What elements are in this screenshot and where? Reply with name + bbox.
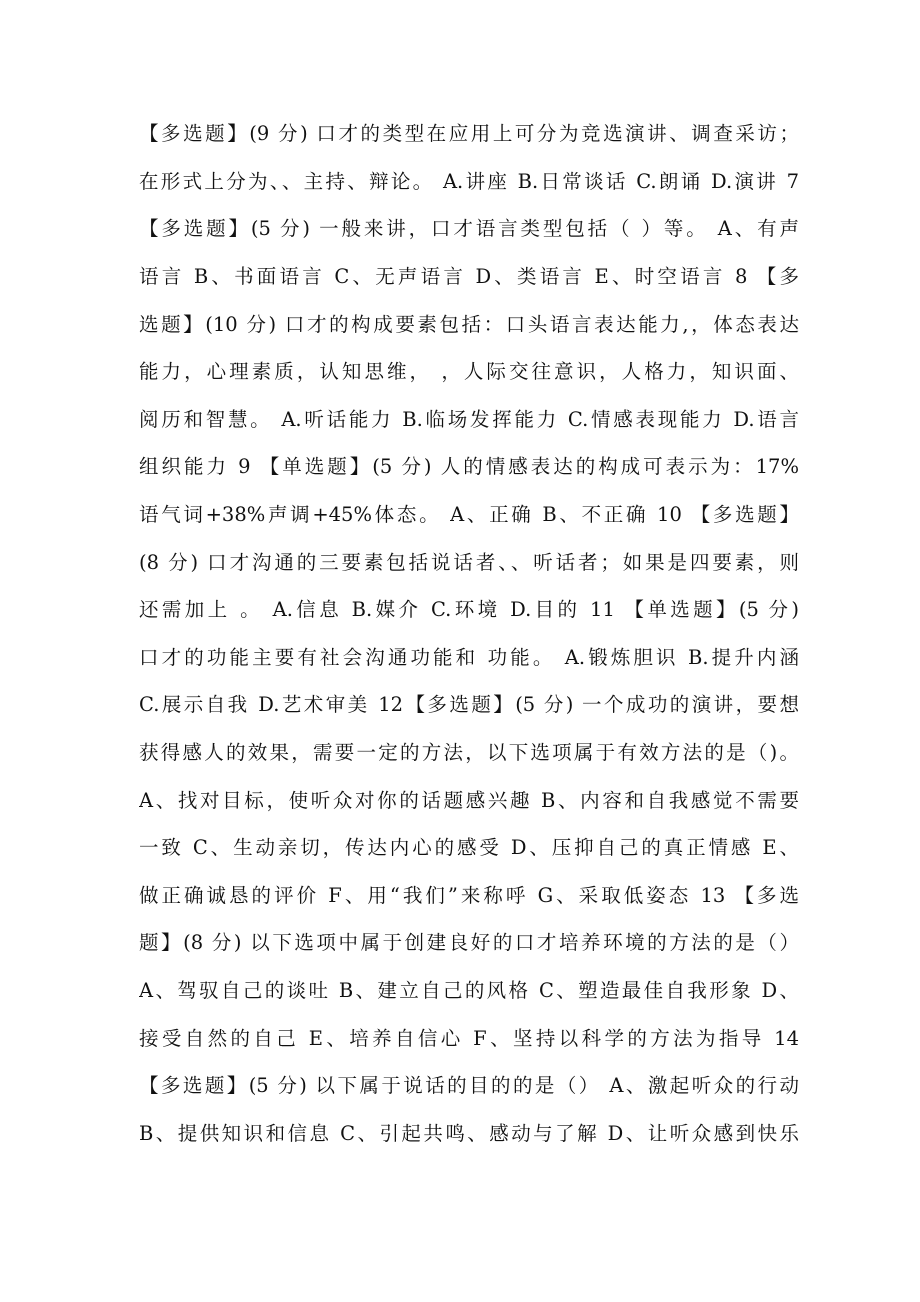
text-line: 能力，心理素质，认知思维， ，人际交往意识，人格力，知识面、 xyxy=(139,360,799,383)
text-line: 口才的功能主要有社会沟通功能和 功能。 A.锻炼胆识 B.提升内涵 xyxy=(139,646,799,669)
text-line: 【多选题】(9 分) 口才的类型在应用上可分为竞选演讲、调查采访； xyxy=(139,122,799,145)
text-line: A、驾驭自己的谈吐 B、建立自己的风格 C、塑造最佳自我形象 D、 xyxy=(139,979,799,1002)
text-line: 还需加上 。 A.信息 B.媒介 C.环境 D.目的 11 【单选题】(5 分) xyxy=(139,598,799,621)
text-line: 阅历和智慧。 A.听话能力 B.临场发挥能力 C.情感表现能力 D.语言 xyxy=(139,408,799,431)
text-line: 题】(8 分) 以下选项中属于创建良好的口才培养环境的方法的是（） xyxy=(139,931,799,954)
text-line: 语言 B、书面语言 C、无声语言 D、类语言 E、时空语言 8 【多 xyxy=(139,265,799,288)
text-line: 【多选题】(5 分) 一般来讲，口才语言类型包括（ ）等。 A、有声 xyxy=(139,217,799,240)
text-line: 选题】(10 分) 口才的构成要素包括：口头语言表达能力,，体态表达 xyxy=(139,313,799,336)
text-line: 组织能力 9 【单选题】(5 分) 人的情感表达的构成可表示为：17% xyxy=(139,455,799,478)
text-line: (8 分) 口才沟通的三要素包括说话者、、听话者；如果是四要素，则 xyxy=(139,551,799,574)
text-line: 做正确诚恳的评价 F、用“我们”来称呼 G、采取低姿态 13 【多选 xyxy=(139,884,799,907)
text-line: C.展示自我 D.艺术审美 12【多选题】(5 分) 一个成功的演讲，要想 xyxy=(139,693,799,716)
text-line: B、提供知识和信息 C、引起共鸣、感动与了解 D、让听众感到快乐 xyxy=(139,1122,799,1145)
text-line: 语气词+38%声调+45%体态。 A、正确 B、不正确 10 【多选题】 xyxy=(139,503,799,526)
text-line: 在形式上分为、、主持、辩论。 A.讲座 B.日常谈话 C.朗诵 D.演讲 7 xyxy=(139,170,799,193)
text-line: A、找对目标，使听众对你的话题感兴趣 B、内容和自我感觉不需要 xyxy=(139,789,799,812)
text-line: 【多选题】(5 分) 以下属于说话的目的的是（） A、激起听众的行动 xyxy=(139,1074,799,1097)
text-line: 一致 C、生动亲切，传达内心的感受 D、压抑自己的真正情感 E、 xyxy=(139,836,799,859)
text-line: 获得感人的效果，需要一定的方法，以下选项属于有效方法的是（)。 xyxy=(139,741,799,764)
text-line: 接受自然的自己 E、培养自信心 F、坚持以科学的方法为指导 14 xyxy=(139,1027,799,1050)
